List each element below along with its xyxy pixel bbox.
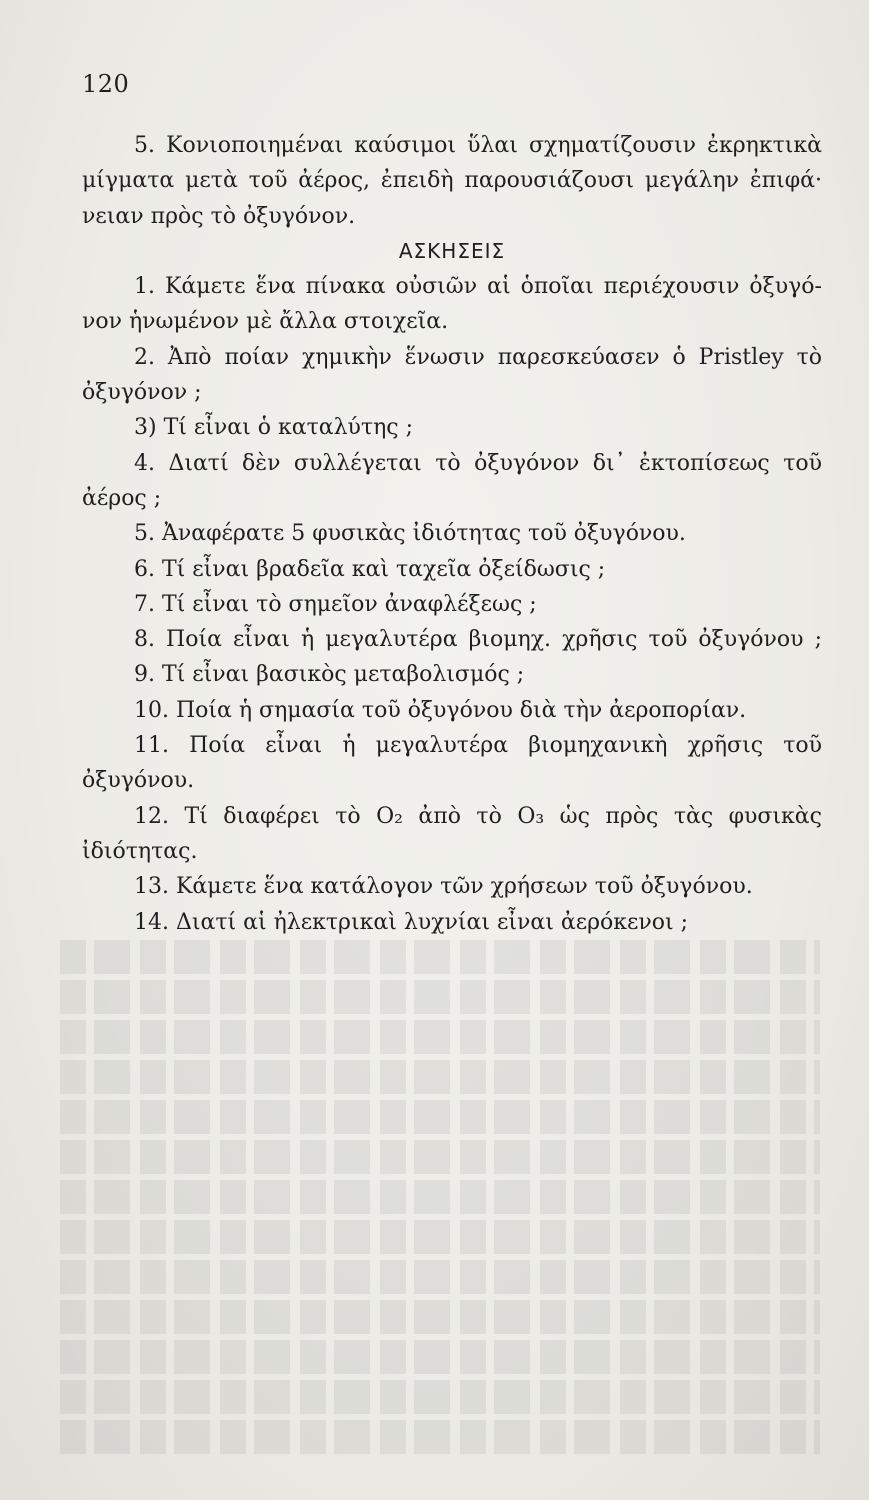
intro-line-2: μίγματα μετὰ τοῦ ἀέρος, ἐπειδὴ παρουσιάζουσι μεγάλην ἐπιφά·	[82, 168, 822, 194]
exercise-2-line-1: 2. Ἀπὸ ποίαν χημικὴν ἕνωσιν παρεσκεύασεν ὁ Pristley τὸ	[134, 344, 822, 370]
exercise-11-line-1: 11. Ποία εἶναι ἡ μεγαλυτέρα βιομηχανικὴ χρῆσις τοῦ	[134, 733, 822, 759]
exercise-8: 8. Ποία εἶναι ἡ μεγαλυτέρα βιομηχ. χρῆσις τοῦ ὀξυγόνου ;	[134, 627, 822, 653]
intro-line-1: 5. Κονιοποιημέναι καύσιμοι ὕλαι σχηματίζουσιν ἐκρηκτικὰ	[134, 133, 822, 158]
exercise-1-line-1: 1. Κάμετε ἕνα πίνακα οὐσιῶν αἱ ὁποῖαι περιέχουσιν ὀξυγό-	[134, 274, 822, 300]
intro-line-3: νειαν πρὸς τὸ ὀξυγόνον.	[82, 203, 356, 229]
exercise-12-line-2: ἰδιότητας.	[82, 838, 198, 864]
exercise-4-line-1: 4. Διατί δὲν συλλέγεται τὸ ὀξυγόνον δι᾽ ἐκτοπίσεως τοῦ	[134, 450, 822, 476]
exercise-7: 7. Τί εἶναι τὸ σημεῖον ἀναφλέξεως ;	[134, 591, 537, 617]
exercise-3: 3) Τί εἶναι ὁ καταλύτης ;	[134, 415, 414, 441]
exercises-heading: ΑΣΚΗΣΕΙΣ	[398, 238, 506, 263]
exercise-5: 5. Ἀναφέρατε 5 φυσικὰς ἰδιότητας τοῦ ὀξυγόνου.	[134, 521, 686, 547]
exercise-12-line-1: 12. Τί διαφέρει τὸ Ο₂ ἀπὸ τὸ Ο₃ ὡς πρὸς τὰς φυσικὰς	[134, 803, 822, 829]
exercise-10: 10. Ποία ἡ σημασία τοῦ ὀξυγόνου διὰ τὴν ἀεροπορίαν.	[134, 697, 747, 723]
exercise-2-line-2: ὀξυγόνον ;	[82, 380, 202, 406]
exercise-4-line-2: ἀέρος ;	[82, 485, 162, 511]
exercise-11-line-2: ὀξυγόνου.	[82, 768, 195, 794]
page-number: 120	[82, 70, 130, 98]
exercise-6: 6. Τί εἶναι βραδεῖα καὶ ταχεῖα ὀξείδωσις ;	[134, 556, 606, 582]
exercise-9: 9. Τί εἶναι βασικὸς μεταβολισμός ;	[134, 662, 525, 688]
page-text	[82, 128, 822, 940]
exercise-14: 14. Διατί αἱ ἠλεκτρικαὶ λυχνίαι εἶναι ἀερόκενοι ;	[134, 909, 689, 935]
exercise-1-line-2: νον ἡνωμένον μὲ ἄλλα στοιχεῖα.	[82, 309, 449, 335]
show-through-texture	[60, 940, 820, 1480]
exercise-13: 13. Κάμετε ἕνα κατάλογον τῶν χρήσεων τοῦ ὀξυγόνου.	[134, 874, 753, 900]
